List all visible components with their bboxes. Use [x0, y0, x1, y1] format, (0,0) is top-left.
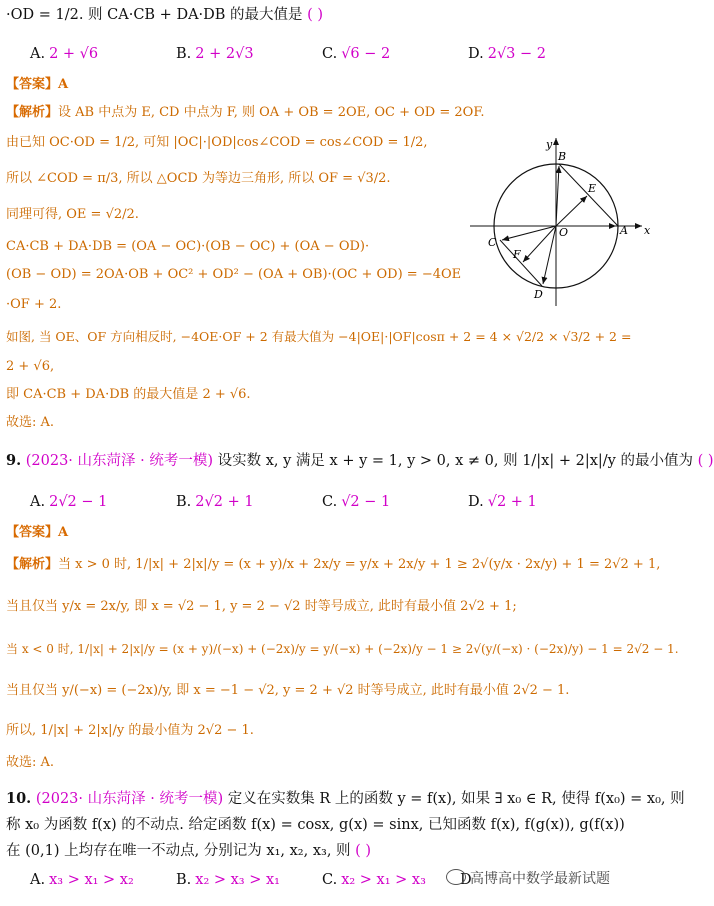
q10-option-b[interactable]: B. x₂ > x₃ > x₁ [176, 872, 280, 888]
q9-answer: 【答案】A [6, 525, 69, 540]
q8-analysis-line-4: 同理可得, OE = √2/2. [6, 207, 139, 222]
watermark: 高博高中数学最新试题 [446, 868, 610, 888]
q9-analysis-line-2: 当且仅当 y/x = 2x/y, 即 x = √2 − 1, y = 2 − √2 时等号成立, 此时有最小值 2√2 + 1; [6, 599, 517, 614]
label-e: E [588, 182, 597, 195]
q10-source: (2023· 山东菏泽 · 统考一模) [35, 791, 224, 807]
q8-option-a[interactable]: A. 2 + √6 [30, 46, 99, 62]
q8-stem-tail: ·OD = 1/2. 则 CA·CB + DA·DB 的最大值是 ( ) [6, 7, 324, 23]
q8-analysis-line-10: 即 CA·CB + DA·DB 的最大值是 2 + √6. [6, 387, 251, 402]
q9-analysis-line-1: 【解析】当 x > 0 时, 1/|x| + 2|x|/y = (x + y)/x + 2x/y = y/x + 2x/y + 1 ≥ 2√(y/x · 2x/y) + 1 = 2√2 + 1, [6, 557, 661, 572]
q9-paren: ( ) [697, 453, 714, 469]
q10-line-2: 称 x₀ 为函数 f(x) 的不动点. 给定函数 f(x) = cosx, g(x) = sinx, 已知函数 f(x), f(g(x)), g(f(x)) [6, 817, 625, 833]
q9-analysis-line-4: 当且仅当 y/(−x) = (−2x)/y, 即 x = −1 − √2, y = 2 + √2 时等号成立, 此时有最小值 2√2 − 1. [6, 683, 570, 698]
label-f: F [513, 248, 521, 261]
vector-oe [556, 196, 587, 226]
q10-option-d[interactable]: D [460, 872, 472, 888]
label-o: O [559, 226, 569, 239]
q9-analysis-line-6: 故选: A. [6, 755, 55, 770]
q8-analysis-line-6: (OB − OD) = 2OA·OB + OC² + OD² − (OA + OB)·(OC + OD) = −4OE [6, 267, 462, 282]
q9-analysis-line-3: 当 x < 0 时, 1/|x| + 2|x|/y = (x + y)/(−x) + (−2x)/y = y/(−x) + (−2x)/y − 1 ≥ 2√(y/(−x) · (−2x)/y) − 1 = 2√2 − 1. [6, 642, 679, 656]
q9-analysis-line-5: 所以, 1/|x| + 2|x|/y 的最小值为 2√2 − 1. [6, 723, 254, 738]
q9-option-d[interactable]: D. √2 + 1 [468, 494, 537, 510]
q8-analysis-line-3: 所以 ∠COD = π/3, 所以 △OCD 为等边三角形, 所以 OF = √3/2. [6, 171, 391, 186]
q10-option-c[interactable]: C. x₂ > x₁ > x₃ [322, 872, 426, 888]
label-c: C [488, 236, 497, 249]
q8-option-c[interactable]: C. √6 − 2 [322, 46, 391, 62]
q9-source: (2023· 山东菏泽 · 统考一模) [25, 453, 214, 469]
q10-paren: ( ) [355, 843, 372, 859]
q8-option-d[interactable]: D. 2√3 − 2 [468, 46, 547, 62]
q9-option-b[interactable]: B. 2√2 + 1 [176, 494, 254, 510]
q8-option-b[interactable]: B. 2 + 2√3 [176, 46, 254, 62]
q8-circle-figure [470, 134, 650, 314]
label-b: B [558, 150, 567, 163]
label-x: x [644, 224, 651, 237]
q9-option-a[interactable]: A. 2√2 − 1 [30, 494, 108, 510]
q10-line-1: 10. (2023· 山东菏泽 · 统考一模) 定义在实数集 R 上的函数 y = f(x), 如果 ∃ x₀ ∈ R, 使得 f(x₀) = x₀, 则 [6, 790, 685, 807]
q9-stem: 9. (2023· 山东菏泽 · 统考一模) 设实数 x, y 满足 x + y = 1, y > 0, x ≠ 0, 则 1/|x| + 2|x|/y 的最小值为 ( ) [6, 452, 714, 469]
q8-analysis-line-5: CA·CB + DA·DB = (OA − OC)·(OB − OC) + (OA − OD)· [6, 239, 370, 254]
label-a: A [620, 224, 628, 237]
q8-analysis-line-9: 2 + √6, [6, 359, 55, 374]
q8-analysis-line-1: 【解析】设 AB 中点为 E, CD 中点为 F, 则 OA + OB = 2OE, OC + OD = 2OF. [6, 105, 485, 120]
q8-analysis-line-2: 由已知 OC·OD = 1/2, 可知 |OC|·|OD|cos∠COD = cos∠COD = 1/2, [6, 135, 428, 150]
vector-oc [502, 226, 556, 240]
q8-analysis-line-8: 如图, 当 OE、OF 方向相反时, −4OE·OF + 2 有最大值为 −4|OE|·|OF|cosπ + 2 = 4 × √2/2 × √3/2 + 2 = [6, 329, 632, 344]
q9-option-c[interactable]: C. √2 − 1 [322, 494, 391, 510]
q8-paren: ( ) [307, 7, 324, 23]
vector-of [523, 226, 556, 262]
q10-line-3: 在 (0,1) 上均存在唯一不动点, 分别记为 x₁, x₂, x₃, 则 ( ) [6, 843, 372, 859]
q8-analysis-line-7: ·OF + 2. [6, 297, 62, 312]
label-y: y [546, 138, 553, 151]
q10-option-a[interactable]: A. x₃ > x₁ > x₂ [30, 872, 134, 888]
wechat-icon [446, 869, 466, 885]
vector-od [543, 226, 556, 284]
q8-answer: 【答案】A [6, 77, 69, 92]
q8-analysis-line-11: 故选: A. [6, 415, 55, 430]
label-d: D [534, 288, 543, 301]
